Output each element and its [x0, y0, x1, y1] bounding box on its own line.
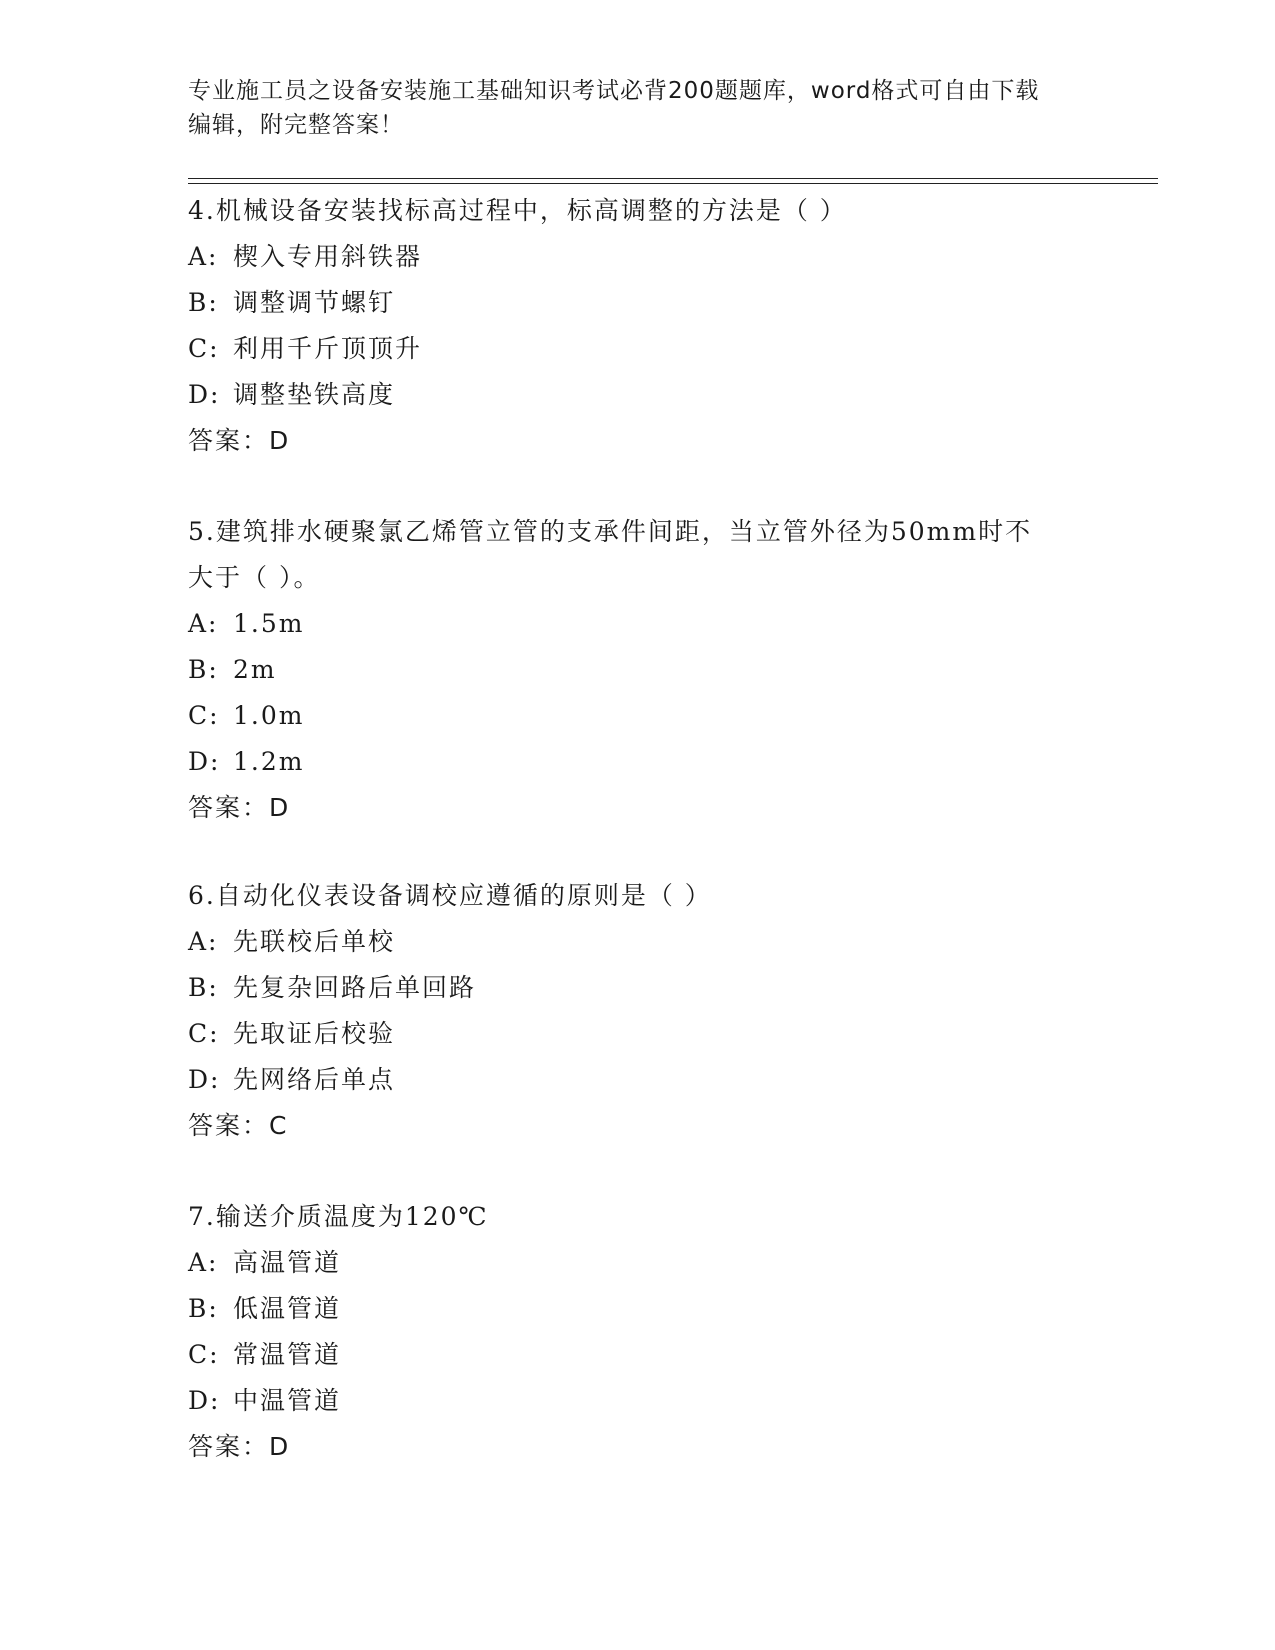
option-d — [188, 1057, 1088, 1103]
option-text: 先联校后单校 — [233, 927, 396, 956]
option-text: 调整调节螺钉 — [233, 288, 396, 317]
option-key: D: — [188, 1386, 221, 1415]
option-key: C: — [188, 334, 220, 363]
answer-value: D — [269, 793, 289, 822]
question-text — [188, 188, 1088, 234]
option-b — [188, 965, 1088, 1011]
option-key: A: — [188, 1248, 219, 1277]
answer-line — [188, 785, 1088, 831]
document-header — [188, 74, 1088, 142]
header-divider-bottom — [188, 183, 1158, 184]
option-key: B: — [188, 655, 219, 684]
option-text: 先取证后校验 — [233, 1019, 396, 1048]
option-text: 低温管道 — [233, 1294, 342, 1323]
option-key: C: — [188, 1340, 220, 1369]
option-text: 常温管道 — [233, 1340, 342, 1369]
option-text: 中温管道 — [233, 1386, 342, 1415]
answer-line — [188, 1103, 1088, 1149]
option-d — [188, 739, 1088, 785]
option-c — [188, 693, 1088, 739]
option-c — [188, 326, 1088, 372]
option-key: B: — [188, 288, 219, 317]
option-text: 1.0m — [233, 701, 305, 730]
option-a — [188, 919, 1088, 965]
answer-value: C — [269, 1111, 287, 1140]
question-line: 6.自动化仪表设备调校应遵循的原则是（ ） — [188, 881, 712, 910]
option-key: D: — [188, 1065, 221, 1094]
option-b — [188, 280, 1088, 326]
option-text: 2m — [233, 655, 277, 684]
option-text: 楔入专用斜铁器 — [233, 242, 423, 271]
header-divider-top — [188, 178, 1158, 179]
question-7 — [188, 1194, 1088, 1470]
answer-line — [188, 418, 1088, 464]
option-key: B: — [188, 973, 219, 1002]
answer-label: 答案： — [188, 793, 270, 822]
question-line: 4.机械设备安装找标高过程中，标高调整的方法是（ ） — [188, 196, 847, 225]
option-d — [188, 1378, 1088, 1424]
question-text — [188, 509, 1088, 601]
header-title-line-1: 专业施工员之设备安装施工基础知识考试必背200题题库，word格式可自由下载 — [188, 78, 1040, 104]
option-key: A: — [188, 609, 219, 638]
question-line: 7.输送介质温度为120℃ — [188, 1202, 489, 1231]
option-text: 先复杂回路后单回路 — [233, 973, 477, 1002]
option-key: A: — [188, 242, 219, 271]
option-text: 先网络后单点 — [233, 1065, 396, 1094]
option-a — [188, 1240, 1088, 1286]
answer-value: D — [269, 1432, 289, 1461]
option-key: D: — [188, 380, 221, 409]
question-4 — [188, 188, 1088, 464]
question-5 — [188, 509, 1088, 831]
answer-label: 答案： — [188, 426, 270, 455]
question-line: 5.建筑排水硬聚氯乙烯管立管的支承件间距，当立管外径为50mm时不 — [188, 517, 1033, 546]
option-b — [188, 647, 1088, 693]
option-key: C: — [188, 1019, 220, 1048]
answer-value: D — [269, 426, 289, 455]
option-a — [188, 601, 1088, 647]
question-text — [188, 873, 1088, 919]
option-key: C: — [188, 701, 220, 730]
option-key: B: — [188, 1294, 219, 1323]
option-d — [188, 372, 1088, 418]
option-key: D: — [188, 747, 221, 776]
option-text: 1.5m — [233, 609, 305, 638]
option-c — [188, 1011, 1088, 1057]
option-text: 调整垫铁高度 — [233, 380, 396, 409]
question-text — [188, 1194, 1088, 1240]
option-text: 高温管道 — [233, 1248, 342, 1277]
answer-label: 答案： — [188, 1111, 270, 1140]
answer-line — [188, 1424, 1088, 1470]
option-text: 1.2m — [233, 747, 305, 776]
question-line: 大于（ ）。 — [188, 563, 321, 592]
header-title-line-2: 编辑，附完整答案！ — [188, 112, 404, 138]
option-b — [188, 1286, 1088, 1332]
option-key: A: — [188, 927, 219, 956]
question-6 — [188, 873, 1088, 1149]
answer-label: 答案： — [188, 1432, 270, 1461]
option-c — [188, 1332, 1088, 1378]
option-text: 利用千斤顶顶升 — [233, 334, 423, 363]
option-a — [188, 234, 1088, 280]
